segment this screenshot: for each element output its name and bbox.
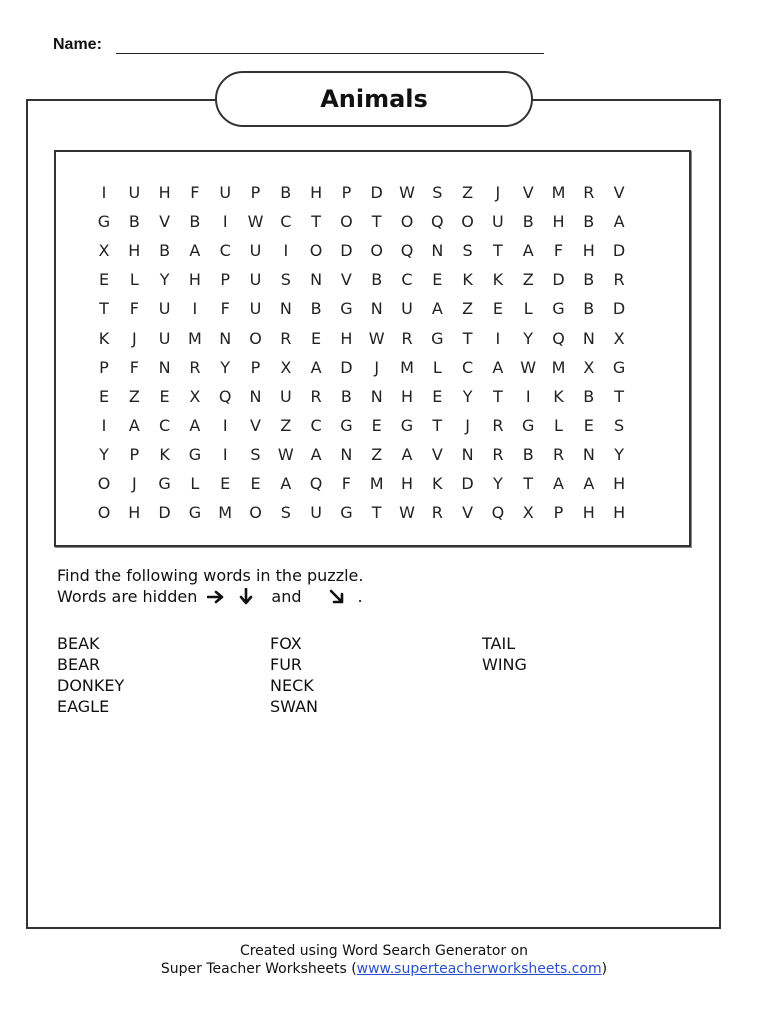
grid-letter[interactable]: P	[341, 183, 352, 202]
grid-letter[interactable]: A	[583, 474, 595, 493]
grid-letter[interactable]: O	[370, 241, 383, 261]
grid-letter[interactable]: T	[371, 503, 382, 523]
grid-letter[interactable]: V	[340, 270, 352, 290]
grid-letter[interactable]: M	[369, 474, 384, 493]
grid-letter[interactable]: B	[583, 299, 595, 319]
grid-letter[interactable]: D	[370, 183, 383, 202]
grid-letter[interactable]: K	[432, 474, 443, 493]
grid-letter[interactable]: F	[129, 357, 139, 377]
grid-letter[interactable]: U	[158, 328, 171, 348]
grid-letter[interactable]: T	[614, 386, 624, 406]
grid-letter[interactable]: G	[431, 328, 444, 348]
grid-letter[interactable]: E	[159, 386, 170, 406]
grid-letter[interactable]: G	[400, 415, 414, 435]
grid-letter[interactable]: G	[552, 299, 565, 319]
instructions-suffix: .	[357, 587, 363, 606]
grid-letter[interactable]: R	[583, 183, 595, 202]
grid-letter[interactable]: H	[158, 183, 171, 202]
grid-letter[interactable]: F	[129, 299, 139, 319]
grid-letter[interactable]: B	[583, 270, 595, 290]
grid-letter[interactable]: M	[551, 357, 566, 377]
grid-letter[interactable]: L	[129, 270, 139, 290]
grid-letter[interactable]: F	[341, 474, 351, 493]
grid-letter[interactable]: G	[340, 415, 353, 435]
grid-letter[interactable]: V	[613, 183, 625, 202]
grid-letter[interactable]: J	[131, 474, 137, 493]
grid-letter[interactable]: H	[552, 212, 565, 232]
grid-letter[interactable]: Q	[218, 386, 232, 406]
grid-letter[interactable]: D	[158, 503, 171, 523]
grid-letter[interactable]: N	[249, 386, 262, 406]
grid-letter[interactable]: M	[187, 328, 202, 348]
grid-letter[interactable]: L	[190, 474, 200, 493]
word-list-item: BEAR	[57, 655, 101, 674]
grid-letter[interactable]: X	[189, 386, 201, 406]
grid-letter[interactable]: J	[374, 357, 380, 377]
grid-letter[interactable]: T	[493, 386, 503, 406]
grid-letter[interactable]: X	[280, 357, 292, 377]
grid-letter[interactable]: V	[250, 415, 261, 435]
grid-letter[interactable]: Q	[491, 503, 505, 523]
grid-letter[interactable]: U	[310, 503, 322, 523]
grid-letter[interactable]: E	[432, 270, 443, 290]
worksheet-title: Animals	[215, 71, 533, 127]
grid-letter[interactable]: J	[465, 415, 470, 435]
grid-letter[interactable]: W	[520, 357, 537, 377]
grid-letter[interactable]: B	[128, 212, 140, 232]
grid-letter[interactable]: I	[525, 386, 531, 406]
grid-letter[interactable]: F	[190, 183, 200, 202]
word-list-column-2	[270, 633, 318, 717]
grid-letter[interactable]: M	[218, 503, 233, 523]
grid-letter[interactable]: R	[431, 503, 443, 523]
grid-letter[interactable]: E	[250, 474, 261, 493]
grid-letter[interactable]: C	[310, 415, 322, 435]
grid-letter[interactable]: O	[309, 241, 323, 261]
arrow-down-right-icon	[326, 588, 348, 606]
arrow-down-icon	[235, 588, 257, 606]
grid-letter[interactable]: G	[97, 212, 111, 232]
grid-letter[interactable]: Z	[280, 415, 292, 435]
grid-letter[interactable]: T	[523, 474, 534, 493]
footer-source-suffix: )	[601, 961, 608, 977]
grid-letter[interactable]: P	[99, 357, 109, 377]
grid-letter[interactable]: N	[219, 328, 232, 348]
grid-letter[interactable]: O	[400, 212, 414, 232]
word-list-column-1	[57, 633, 124, 717]
grid-letter[interactable]: X	[98, 241, 110, 261]
grid-letter[interactable]: S	[280, 270, 291, 290]
grid-letter[interactable]: C	[401, 270, 413, 290]
instructions-prefix: Words are hidden	[57, 587, 198, 606]
grid-letter[interactable]: U	[128, 183, 141, 202]
grid-letter[interactable]: W	[399, 503, 415, 523]
grid-letter[interactable]: B	[522, 212, 534, 232]
grid-letter[interactable]: E	[98, 270, 110, 290]
grid-letter[interactable]: H	[400, 386, 414, 406]
grid-letter[interactable]: N	[370, 386, 383, 406]
grid-letter[interactable]: F	[220, 299, 230, 319]
grid-letter[interactable]: I	[101, 415, 107, 435]
grid-letter[interactable]: E	[583, 415, 594, 435]
grid-letter[interactable]: B	[583, 212, 595, 232]
arrow-right-icon	[205, 588, 227, 606]
grid-letter[interactable]: A	[128, 415, 140, 435]
grid-letter[interactable]: C	[159, 415, 171, 435]
grid-letter[interactable]: A	[310, 357, 322, 377]
grid-letter[interactable]: G	[188, 444, 202, 464]
grid-letter[interactable]: D	[461, 474, 474, 493]
name-line[interactable]	[116, 53, 544, 54]
grid-letter[interactable]: L	[523, 299, 533, 319]
grid-letter[interactable]: R	[492, 444, 504, 464]
grid-letter[interactable]: A	[280, 474, 292, 493]
grid-letter[interactable]: G	[521, 415, 535, 435]
grid-letter[interactable]: H	[582, 503, 595, 523]
grid-letter[interactable]: H	[310, 183, 323, 202]
grid-letter[interactable]: K	[462, 270, 473, 290]
word-list-item: DONKEY	[57, 676, 125, 695]
grid-letter[interactable]: W	[277, 444, 294, 464]
grid-letter[interactable]: S	[280, 503, 291, 523]
grid-letter[interactable]: X	[613, 328, 625, 348]
grid-letter[interactable]: U	[249, 270, 262, 290]
grid-letter[interactable]: D	[612, 241, 626, 261]
grid-letter[interactable]: N	[461, 444, 474, 464]
grid-letter[interactable]: A	[431, 299, 443, 319]
grid-letter[interactable]: V	[522, 183, 534, 202]
grid-letter[interactable]: E	[98, 386, 110, 406]
grid-letter[interactable]: H	[128, 503, 141, 523]
grid-letter[interactable]: G	[612, 357, 626, 377]
grid-letter[interactable]: N	[279, 299, 292, 319]
grid-letter[interactable]: G	[340, 503, 353, 523]
grid-letter[interactable]: O	[97, 474, 111, 493]
grid-letter[interactable]: V	[431, 444, 443, 464]
grid-letter[interactable]: K	[553, 386, 564, 406]
grid-letter[interactable]: R	[552, 444, 565, 464]
grid-letter[interactable]: R	[310, 386, 322, 406]
grid-letter[interactable]: F	[553, 241, 564, 261]
grid-letter[interactable]: C	[219, 241, 231, 261]
grid-letter[interactable]: D	[612, 299, 626, 319]
grid-letter[interactable]: B	[522, 444, 534, 464]
word-list-item: EAGLE	[57, 697, 110, 716]
grid-letter[interactable]: U	[158, 299, 171, 319]
grid-letter[interactable]: B	[340, 386, 352, 406]
grid-letter[interactable]: A	[189, 415, 201, 435]
grid-letter[interactable]: R	[280, 328, 292, 348]
grid-letter[interactable]: W	[247, 212, 264, 232]
grid-letter[interactable]: U	[279, 386, 292, 406]
grid-letter[interactable]: K	[159, 444, 170, 464]
grid-letter[interactable]: N	[310, 270, 323, 290]
word-list-item: NECK	[270, 676, 314, 695]
grid-letter[interactable]: L	[554, 415, 563, 435]
grid-letter[interactable]: U	[492, 212, 504, 232]
grid-letter[interactable]: U	[401, 299, 413, 319]
word-list-item: BEAK	[57, 634, 100, 653]
grid-letter[interactable]: I	[101, 183, 107, 202]
grid-letter[interactable]: T	[493, 241, 503, 261]
grid-letter[interactable]: A	[613, 212, 625, 232]
grid-letter[interactable]: S	[614, 415, 625, 435]
grid-letter[interactable]: I	[192, 299, 198, 319]
word-search-grid-box	[54, 150, 691, 547]
footer-source-prefix: Super Teacher Worksheets (	[160, 961, 357, 977]
grid-letter[interactable]: J	[131, 328, 137, 348]
grid-letter[interactable]: G	[158, 474, 171, 493]
grid-letter[interactable]: G	[340, 299, 353, 319]
grid-letter[interactable]: I	[222, 415, 228, 435]
grid-letter[interactable]: B	[280, 183, 292, 202]
grid-letter[interactable]: U	[219, 183, 232, 202]
grid-letter[interactable]: P	[250, 357, 261, 377]
grid-letter[interactable]: O	[340, 212, 353, 232]
grid-letter[interactable]: S	[462, 241, 473, 261]
grid-letter[interactable]: B	[583, 386, 595, 406]
grid-letter[interactable]: Y	[462, 386, 473, 406]
grid-letter[interactable]: L	[432, 357, 442, 377]
grid-letter[interactable]: A	[189, 241, 201, 261]
grid-letter[interactable]: N	[340, 444, 353, 464]
grid-letter[interactable]: P	[250, 183, 261, 202]
grid-letter[interactable]: T	[99, 299, 109, 319]
grid-letter[interactable]: X	[522, 503, 534, 523]
grid-letter[interactable]: X	[583, 357, 595, 377]
grid-letter[interactable]: M	[400, 357, 414, 377]
grid-letter[interactable]: A	[522, 241, 534, 261]
grid-letter[interactable]: N	[582, 328, 595, 348]
grid-letter[interactable]: P	[129, 444, 140, 464]
grid-letter[interactable]: Y	[614, 444, 624, 464]
grid-letter[interactable]: D	[340, 357, 353, 377]
grid-letter[interactable]: M	[551, 183, 566, 202]
grid-letter[interactable]: Y	[493, 474, 503, 493]
grid-letter[interactable]: H	[613, 503, 626, 523]
grid-letter[interactable]: Y	[159, 270, 170, 290]
word-search-grid	[56, 152, 689, 545]
grid-letter[interactable]: K	[98, 328, 110, 348]
grid-letter[interactable]: U	[249, 241, 262, 261]
grid-letter[interactable]: J	[495, 183, 501, 202]
grid-letter[interactable]: U	[249, 299, 262, 319]
grid-letter[interactable]: H	[340, 328, 353, 348]
grid-letter[interactable]: O	[249, 328, 262, 348]
grid-letter[interactable]: Y	[99, 444, 109, 464]
grid-letter[interactable]: E	[220, 474, 231, 493]
grid-letter[interactable]: I	[222, 444, 228, 464]
grid-letter[interactable]: A	[553, 474, 564, 493]
grid-letter[interactable]: T	[311, 212, 321, 232]
grid-letter[interactable]: P	[220, 270, 231, 290]
grid-letter[interactable]: R	[492, 415, 504, 435]
grid-letter[interactable]: G	[188, 503, 202, 523]
grid-letter[interactable]: E	[432, 386, 443, 406]
grid-letter[interactable]: E	[492, 299, 503, 319]
grid-letter[interactable]: I	[222, 212, 228, 232]
grid-letter[interactable]: E	[311, 328, 322, 348]
grid-letter[interactable]: T	[371, 212, 382, 232]
word-list-item: FUR	[270, 655, 303, 674]
grid-letter[interactable]: A	[401, 444, 413, 464]
grid-letter[interactable]: O	[461, 212, 474, 232]
word-list-item: WING	[482, 655, 527, 674]
grid-letter[interactable]: Q	[400, 241, 414, 261]
grid-letter[interactable]: E	[371, 415, 382, 435]
grid-letter[interactable]: B	[371, 270, 383, 290]
grid-letter[interactable]: V	[462, 503, 474, 523]
grid-letter[interactable]: Z	[462, 299, 474, 319]
grid-letter[interactable]: D	[552, 270, 565, 290]
word-list-item: SWAN	[270, 697, 319, 716]
grid-letter[interactable]: A	[492, 357, 504, 377]
grid-letter[interactable]: Z	[522, 270, 534, 290]
grid-letter[interactable]: N	[370, 299, 383, 319]
grid-letter[interactable]: N	[431, 241, 444, 261]
grid-letter[interactable]: O	[97, 503, 111, 523]
grid-letter[interactable]: Z	[371, 444, 383, 464]
grid-letter[interactable]: T	[462, 328, 473, 348]
grid-letter[interactable]: Y	[523, 328, 534, 348]
word-list-item: FOX	[270, 634, 302, 653]
grid-letter[interactable]: D	[340, 241, 353, 261]
footer-credit-line: Created using Word Search Generator on	[239, 943, 529, 959]
grid-letter[interactable]: Z	[462, 183, 474, 202]
grid-letter[interactable]: N	[158, 357, 171, 377]
grid-letter[interactable]: Z	[128, 386, 140, 406]
word-list-column-3	[482, 633, 527, 675]
grid-letter[interactable]: Q	[309, 474, 323, 493]
grid-letter[interactable]: H	[400, 474, 414, 493]
instructions-and: and	[271, 587, 302, 606]
grid-letter[interactable]: S	[432, 183, 443, 202]
grid-letter[interactable]: H	[128, 241, 141, 261]
word-list-item: TAIL	[482, 634, 516, 653]
grid-letter[interactable]: N	[582, 444, 595, 464]
grid-letter[interactable]: T	[432, 415, 443, 435]
grid-letter[interactable]: C	[280, 212, 292, 232]
grid-letter[interactable]: R	[613, 270, 625, 290]
footer-website-link[interactable]: www.superteacherworksheets.com	[356, 961, 602, 977]
grid-letter[interactable]: K	[492, 270, 504, 290]
grid-letter[interactable]: Q	[552, 328, 565, 348]
grid-letter[interactable]: Q	[431, 212, 444, 232]
grid-letter[interactable]: W	[368, 328, 385, 348]
grid-letter[interactable]: H	[582, 241, 595, 261]
grid-letter[interactable]: S	[250, 444, 261, 464]
instructions-line-1: Find the following words in the puzzle.	[57, 566, 364, 585]
grid-letter[interactable]: H	[613, 474, 626, 493]
grid-letter[interactable]: I	[283, 241, 289, 261]
grid-letter[interactable]: I	[495, 328, 501, 348]
grid-letter[interactable]: B	[189, 212, 201, 232]
grid-letter[interactable]: Y	[220, 357, 231, 377]
grid-letter[interactable]: B	[159, 241, 171, 261]
name-label: Name:	[53, 36, 102, 53]
grid-letter[interactable]: B	[310, 299, 322, 319]
grid-letter[interactable]: W	[399, 183, 415, 202]
grid-letter[interactable]: V	[159, 212, 171, 232]
grid-letter[interactable]: R	[401, 328, 413, 348]
grid-letter[interactable]: R	[189, 357, 201, 377]
grid-letter[interactable]: C	[462, 357, 474, 377]
grid-letter[interactable]: A	[310, 444, 322, 464]
grid-letter[interactable]: P	[553, 503, 564, 523]
grid-letter[interactable]: H	[188, 270, 201, 290]
grid-letter[interactable]: O	[249, 503, 262, 523]
footer-source-line	[0, 961, 768, 977]
instructions-line-2	[57, 587, 363, 606]
